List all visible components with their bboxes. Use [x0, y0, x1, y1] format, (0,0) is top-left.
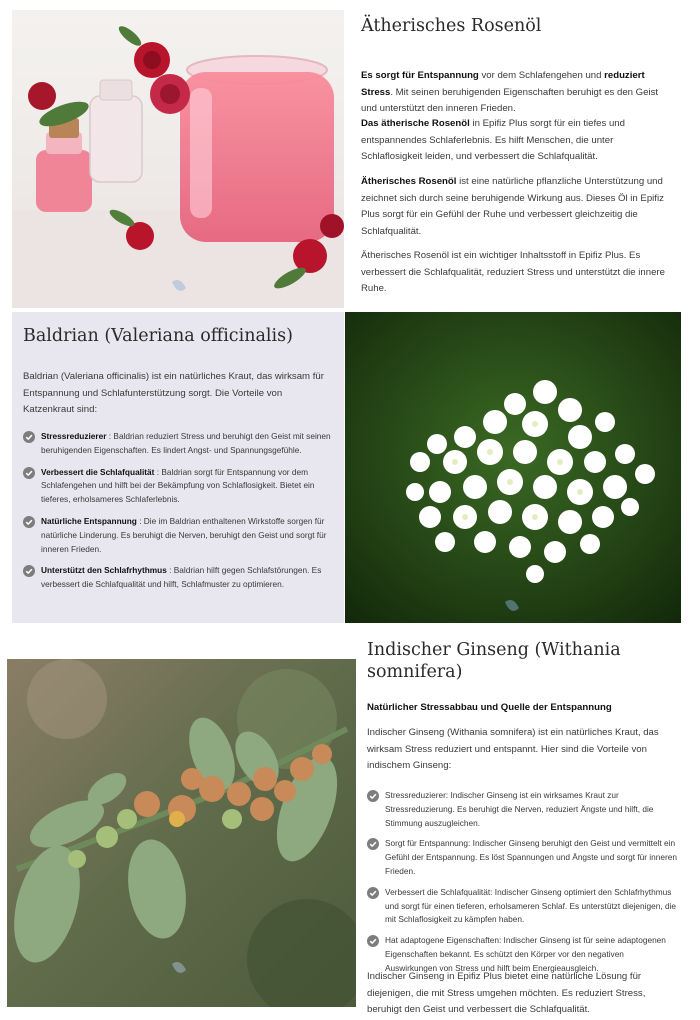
check-circle-icon: [23, 516, 35, 528]
list-item: [367, 886, 677, 927]
check-circle-icon: [23, 565, 35, 577]
check-circle-icon: [23, 431, 35, 443]
rose-oil-p2-strong: Das ätherische Rosenöl: [361, 118, 470, 129]
valerian-benefit-title: Natürliche Entspannung: [41, 515, 137, 526]
rose-oil-paragraph-1: [361, 68, 673, 118]
rose-oil-paragraph-2: [361, 116, 673, 166]
valerian-flower-image: [345, 312, 681, 623]
ginseng-intro: Indischer Ginseng (Withania somnifera) ist ein natürliches Kraut, das wirksam Stress reduziert und entspannt. Hier sind die Vorteile von indischem Ginseng:: [367, 727, 659, 771]
ginseng-outro: Indischer Ginseng in Epifiz Plus bietet eine natürliche Lösung für diejenigen, die mit Stress umgehen möchten. Es reduziert Stress, beruhigt den Geist und verbessert die Schlafqualität.: [367, 971, 646, 1015]
check-circle-icon: [367, 887, 379, 899]
valerian-benefit-text: [41, 430, 338, 458]
valerian-title: Baldrian (Valeriana officinalis): [23, 326, 293, 346]
rose-oil-title: Ätherisches Rosenöl: [361, 16, 542, 36]
check-circle-icon: [23, 467, 35, 479]
valerian-benefit-desc: : Baldrian hilft gegen Schlafstörungen. Es verbessert die Schlafqualität und hilft, Schlafmuster zu optimieren.: [41, 565, 322, 590]
rose-oil-image: [12, 10, 344, 308]
list-item: [367, 837, 677, 878]
valerian-benefit-text: [41, 564, 338, 592]
rose-oil-section: [361, 10, 681, 308]
ginseng-benefit-text: Hat adaptogene Eigenschaften: Indischer Ginseng ist für seine adaptogenen Eigenschaften bekannt. Es schützt den Körper vor den negativen Auswirkungen von Stress und hilft beim Energieausgleich.: [385, 935, 666, 973]
rose-oil-paragraph-4: Ätherisches Rosenöl ist ein wichtiger Inhaltsstoff in Epifiz Plus. Es verbessert die Schlafqualität, reduziert Stress und unterstützt die innere Ruhe.: [361, 250, 665, 294]
valerian-benefits-list: [23, 430, 338, 600]
list-item: [23, 430, 338, 458]
check-circle-icon: [367, 935, 379, 947]
rose-oil-p3-strong: Ätherisches Rosenöl: [361, 176, 457, 187]
ginseng-plant-image: [7, 659, 356, 1007]
rose-oil-p3-text: ist eine natürliche pflanzliche Unterstützung und zeichnet sich durch seine beruhigende Wirkung aus. Dieses Öl in Epifiz Plus sorgt für ein Gefühl der Ruhe und verbessert gleichzeitig die Schlafqualität.: [361, 176, 664, 237]
rose-oil-p1-text-2: . Mit seinen beruhigenden Eigenschaften beruhigt es den Geist und unterstützt den inneren Frieden.: [361, 86, 659, 114]
valerian-benefit-text: [41, 515, 338, 556]
valerian-benefit-title: Unterstützt den Schlafrhythmus: [41, 565, 167, 576]
ginseng-benefit-text: Stressreduzierer: Indischer Ginseng ist ein wirksames Kraut zur Stressreduzierung. Es beruhigt die Nerven, reduziert Ängste und hilft, die Stimmung auszugleichen.: [385, 790, 654, 828]
rose-oil-p1-strong-2: reduziert Stress: [361, 70, 645, 98]
valerian-benefit-desc: : Die im Baldrian enthaltenen Wirkstoffe sorgen für natürliche Linderung. Es beruhigt die Nerven, beruhigt den Geist und sorgt für inneren Frieden.: [41, 515, 327, 554]
ginseng-benefit-text: Verbessert die Schlafqualität: Indischer Ginseng optimiert den Schlafrhythmus und sorgt für einen tieferen, erholsameren Schlaf. Es unterstützt diejenigen, die mit Schlaflosigkeit zu kämpfen haben.: [385, 886, 677, 925]
ginseng-title: Indischer Ginseng (Withania somnifera): [367, 640, 621, 682]
valerian-benefit-title: Verbessert die Schlafqualität: [41, 466, 155, 477]
list-item: [23, 564, 338, 592]
rose-oil-p2-text: in Epifiz Plus sorgt für ein tiefes und entspannendes Schlaferlebnis. Es hilft Menschen, die unter Schlaflosigkeit leiden, und verbessert die Schlafqualität.: [361, 118, 625, 162]
check-circle-icon: [367, 838, 379, 850]
valerian-benefit-text: [41, 466, 338, 507]
valerian-benefit-desc: : Baldrian reduziert Stress und beruhigt den Geist mit seinen beruhigenden Eigenschaften. Es lindert Angst- und Spannungsgefühle.: [41, 431, 331, 455]
valerian-intro: Baldrian (Valeriana officinalis) ist ein natürliches Kraut, das wirksam für Entspannung und Schlafunterstützung sorgt. Die Vorteile von Katzenkraut sind:: [23, 371, 324, 415]
valerian-benefit-desc: : Baldrian sorgt für Entspannung vor dem Schlafengehen und hilft bei der Bekämpfung von Schlaflosigkeit. Bietet ein tieferes, erholsameres Schlaferlebnis.: [41, 466, 315, 505]
check-circle-icon: [367, 790, 379, 802]
valerian-benefit-title: Stressreduzierer: [41, 431, 107, 441]
ginseng-benefit-text: Sorgt für Entspannung: Indischer Ginseng beruhigt den Geist und vermittelt ein Gefühl der Entspannung. Es löst Spannungen und Ängste und sorgt für inneren Frieden.: [385, 838, 677, 876]
ginseng-section: [356, 635, 686, 1020]
list-item: [367, 789, 677, 830]
rose-oil-p1-text-1: vor dem Schlafengehen und: [478, 70, 605, 81]
rose-oil-p1-strong-1: Es sorgt für Entspannung: [361, 70, 479, 81]
ginseng-subtitle: Natürlicher Stressabbau und Quelle der Entspannung: [367, 702, 612, 713]
ginseng-benefits-list: [367, 789, 677, 983]
list-item: [23, 515, 338, 556]
list-item: [23, 466, 338, 507]
rose-oil-paragraph-3: [361, 174, 673, 240]
